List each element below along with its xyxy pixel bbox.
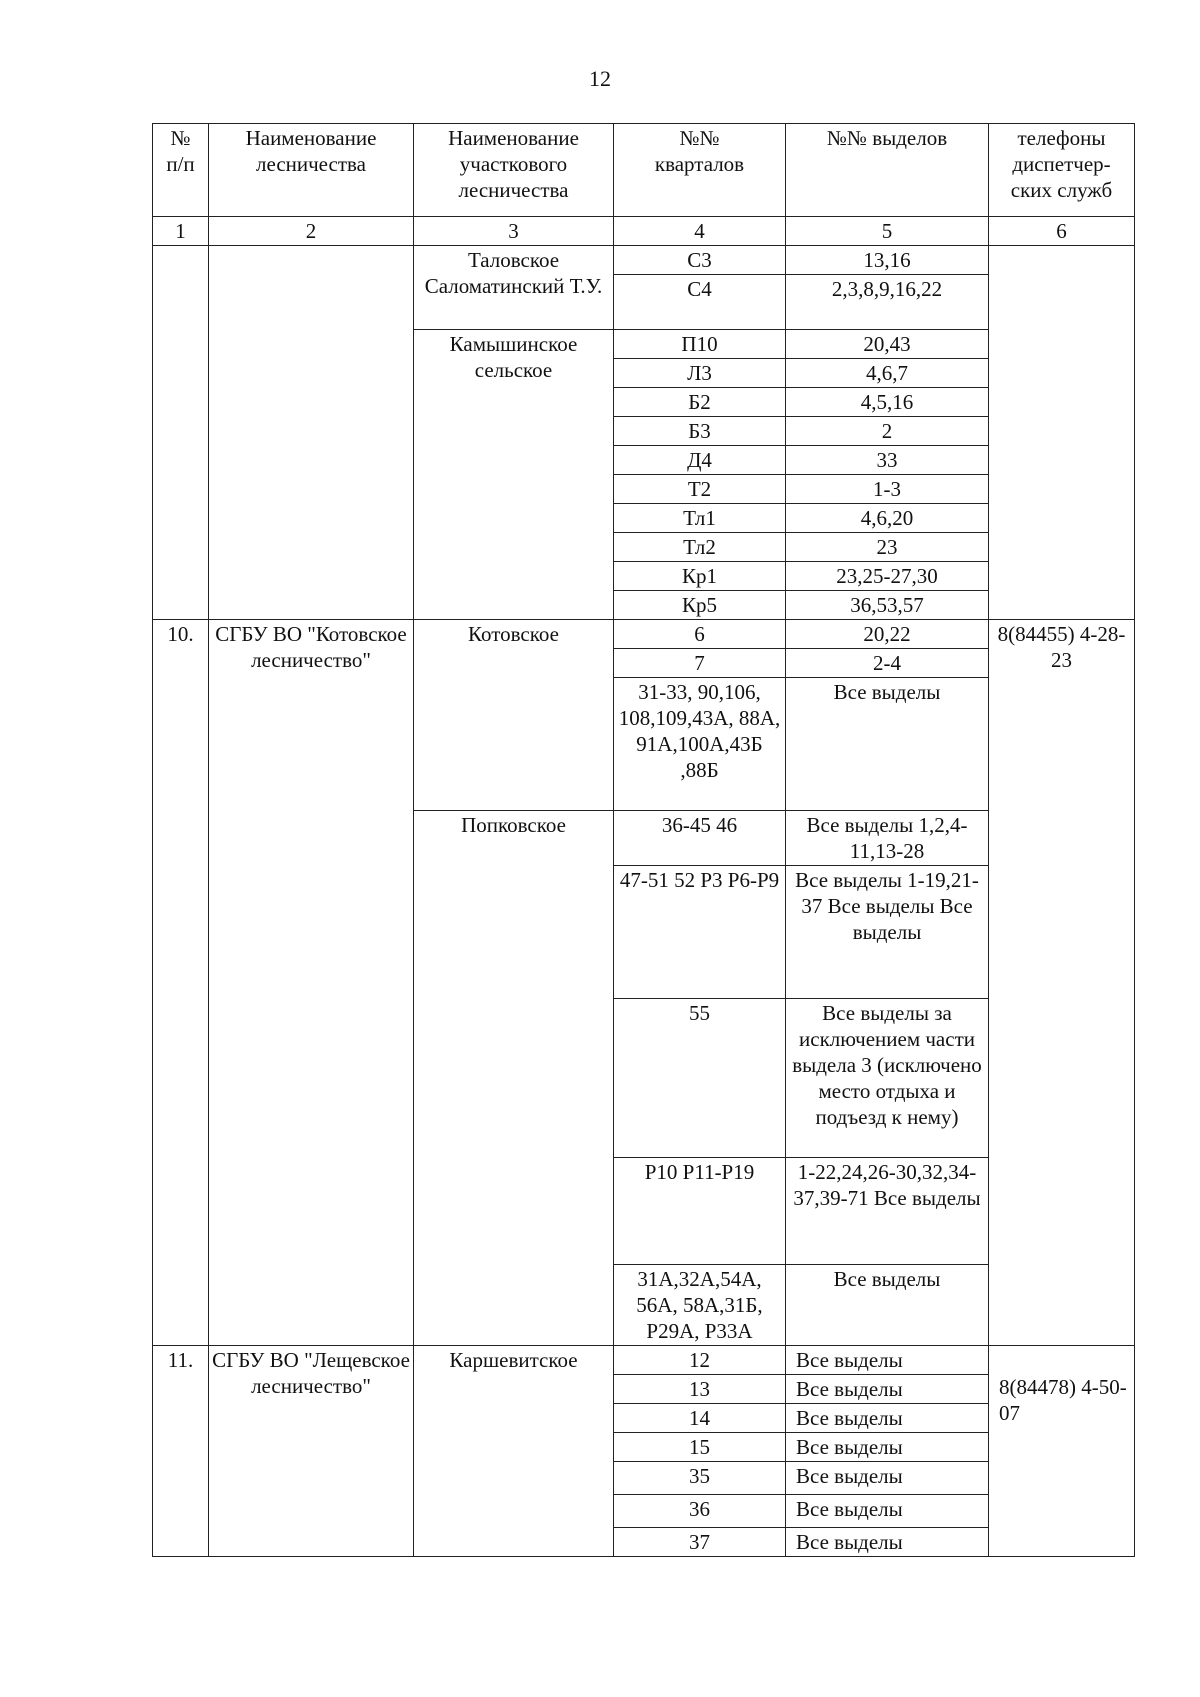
row-number: 11. [153,1346,209,1557]
quarter-cell: 12 [614,1346,786,1375]
column-number: 3 [414,217,614,246]
plots-cell: 36,53,57 [786,591,989,620]
district-name: Каршевитское [414,1346,614,1557]
plots-cell: 2-4 [786,649,989,678]
district-name: Попковское [414,811,614,1346]
quarter-cell: 47-51 52 Р3 Р6-Р9 [614,866,786,999]
plots-cell: 4,6,20 [786,504,989,533]
plots-cell: 2,3,8,9,16,22 [786,275,989,330]
quarter-cell: 36 [614,1495,786,1528]
page-number: 12 [589,66,611,91]
column-number: 2 [209,217,414,246]
quarter-cell: 6 [614,620,786,649]
forestry-name: СГБУ ВО "Лещевское лесничество" [209,1346,414,1557]
column-numbers-row [153,217,1135,246]
plots-cell: Все выделы [786,1375,989,1404]
quarter-cell: 7 [614,649,786,678]
forestry-name: СГБУ ВО "Котовское лесничество" [209,620,414,1346]
plots-cell: 33 [786,446,989,475]
quarter-cell: Б3 [614,417,786,446]
phone-cell [989,246,1135,620]
quarter-cell: 31А,32А,54А, 56А, 58А,31Б, Р29А, Р33А [614,1265,786,1346]
quarter-cell: Тл2 [614,533,786,562]
column-number: 6 [989,217,1135,246]
quarter-cell: Кр1 [614,562,786,591]
phone-cell: 8(84478) 4-50-07 [989,1346,1135,1557]
header-district: Наименование участкового лесничества [414,124,614,217]
table-header-row [153,124,1135,217]
plots-cell: 20,22 [786,620,989,649]
quarter-cell: 37 [614,1528,786,1557]
quarter-cell: П10 [614,330,786,359]
table-row [153,246,1135,275]
plots-cell: 4,6,7 [786,359,989,388]
plots-cell: Все выделы 1-19,21-37 Все выделы Все выделы [786,866,989,999]
plots-cell: Все выделы 1,2,4-11,13-28 [786,811,989,866]
quarter-cell: Т2 [614,475,786,504]
quarter-cell: С3 [614,246,786,275]
plots-cell: Все выделы [786,1404,989,1433]
plots-cell: 23 [786,533,989,562]
plots-cell: Все выделы за исключением части выдела 3 (исключено место отдыха и подъезд к нему) [786,999,989,1158]
row-number: 10. [153,620,209,1346]
plots-cell: 23,25-27,30 [786,562,989,591]
column-number: 1 [153,217,209,246]
quarter-cell: Кр5 [614,591,786,620]
quarter-cell: Д4 [614,446,786,475]
quarter-cell: 13 [614,1375,786,1404]
quarter-cell: Р10 Р11-Р19 [614,1158,786,1265]
plots-cell: Все выделы [786,678,989,811]
district-name: Котовское [414,620,614,811]
forestry-name [209,246,414,620]
quarter-cell: 35 [614,1462,786,1495]
quarter-cell: Тл1 [614,504,786,533]
plots-cell: Все выделы [786,1265,989,1346]
plots-cell: Все выделы [786,1495,989,1528]
quarter-cell: 36-45 46 [614,811,786,866]
plots-cell: 4,5,16 [786,388,989,417]
plots-cell: 13,16 [786,246,989,275]
header-plots: №№ выделов [786,124,989,217]
plots-cell: Все выделы [786,1528,989,1557]
header-quarters: №№ кварталов [614,124,786,217]
forestry-table [152,123,1135,1557]
phone-cell: 8(84455) 4-28-23 [989,620,1135,1346]
quarter-cell: 14 [614,1404,786,1433]
plots-cell: Все выделы [786,1433,989,1462]
header-phones: телефоны диспетчер- ских служб [989,124,1135,217]
plots-cell: 20,43 [786,330,989,359]
plots-cell: 1-22,24,26-30,32,34-37,39-71 Все выделы [786,1158,989,1265]
district-name: Таловское Саломатинский Т.У. [414,246,614,330]
plots-cell: 2 [786,417,989,446]
column-number: 5 [786,217,989,246]
quarter-cell: С4 [614,275,786,330]
quarter-cell: Л3 [614,359,786,388]
quarter-cell: 15 [614,1433,786,1462]
header-forestry: Наименование лесничества [209,124,414,217]
column-number: 4 [614,217,786,246]
quarter-cell: Б2 [614,388,786,417]
plots-cell: 1-3 [786,475,989,504]
table-row [153,1346,1135,1375]
header-number: № п/п [153,124,209,217]
table-row [153,620,1135,649]
row-number [153,246,209,620]
district-name: Камышинское сельское [414,330,614,620]
quarter-cell: 55 [614,999,786,1158]
plots-cell: Все выделы [786,1346,989,1375]
plots-cell: Все выделы [786,1462,989,1495]
quarter-cell: 31-33, 90,106, 108,109,43А, 88А, 91А,100А,43Б ,88Б [614,678,786,811]
